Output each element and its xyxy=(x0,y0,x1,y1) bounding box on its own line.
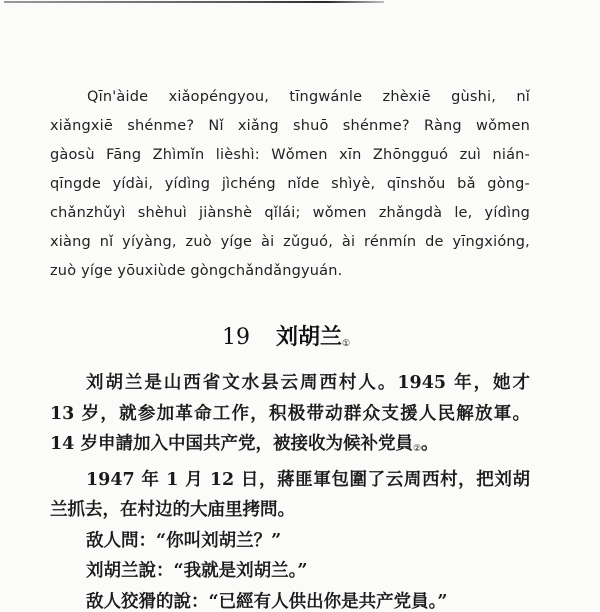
dialogue-line: 刘胡兰說：“我就是刘胡兰。” xyxy=(86,561,308,581)
pinyin-line: chǎnzhǔyì shèhuì jiànshè qǐlái; wǒmen zhǎngdà le, yídìng xyxy=(50,205,530,221)
body-line xyxy=(50,429,530,465)
pinyin-line: Qīn'àide xiǎopéngyou, tīngwánle zhèxiē gùshi, nǐ xyxy=(87,89,530,105)
chapter-number: 19 xyxy=(222,325,250,350)
body-line: 刘胡兰是山西省文水县云周西村人。1945 年，她才 xyxy=(86,373,530,393)
body-line: 13 岁，就参加革命工作，积极带动群众支援人民解放軍。 xyxy=(50,403,530,424)
pinyin-line: gàosù Fāng Zhìmǐn lièshì: Wǒmen xīn Zhōngguó zuì nián- xyxy=(50,147,530,163)
chinese-body-text xyxy=(50,368,530,612)
pinyin-line: zuò yíge yōuxiùde gòngchǎndǎngyuán. xyxy=(50,263,343,279)
chapter-heading xyxy=(222,320,350,351)
pinyin-paragraph xyxy=(50,83,530,286)
body-line-tail: 。 xyxy=(421,434,439,454)
dialogue-line: 敌人狡猾的說：“已經有人供出你是共产党員。” xyxy=(86,591,448,612)
footnote-marker: ① xyxy=(342,339,351,349)
chapter-title: 刘胡兰 xyxy=(276,324,343,350)
page-top-edge-rule xyxy=(4,1,384,3)
pinyin-line: qīngde yídài, yídìng jìchéng nǐde shìyè, qīnshǒu bǎ gòng- xyxy=(50,176,530,192)
pinyin-line: xiǎngxiē shénme? Nǐ xiǎng shuō shénme? Ràng wǒmen xyxy=(50,118,530,134)
pinyin-line: xiàng nǐ yíyàng, zuò yíge ài zǔguó, ài rénmín de yīngxióng, xyxy=(50,234,530,250)
dialogue-line: 敌人問：“你叫刘胡兰？” xyxy=(86,530,282,551)
body-line-text: 14 岁申請加入中国共产党，被接收为候补党員 xyxy=(50,434,413,454)
footnote-marker: ② xyxy=(412,444,422,454)
body-line: 兰抓去，在村边的大庙里拷問。 xyxy=(50,500,295,520)
body-line: 1947 年 1 月 12 日，蔣匪軍包圍了云周西村，把刘胡 xyxy=(86,469,530,490)
